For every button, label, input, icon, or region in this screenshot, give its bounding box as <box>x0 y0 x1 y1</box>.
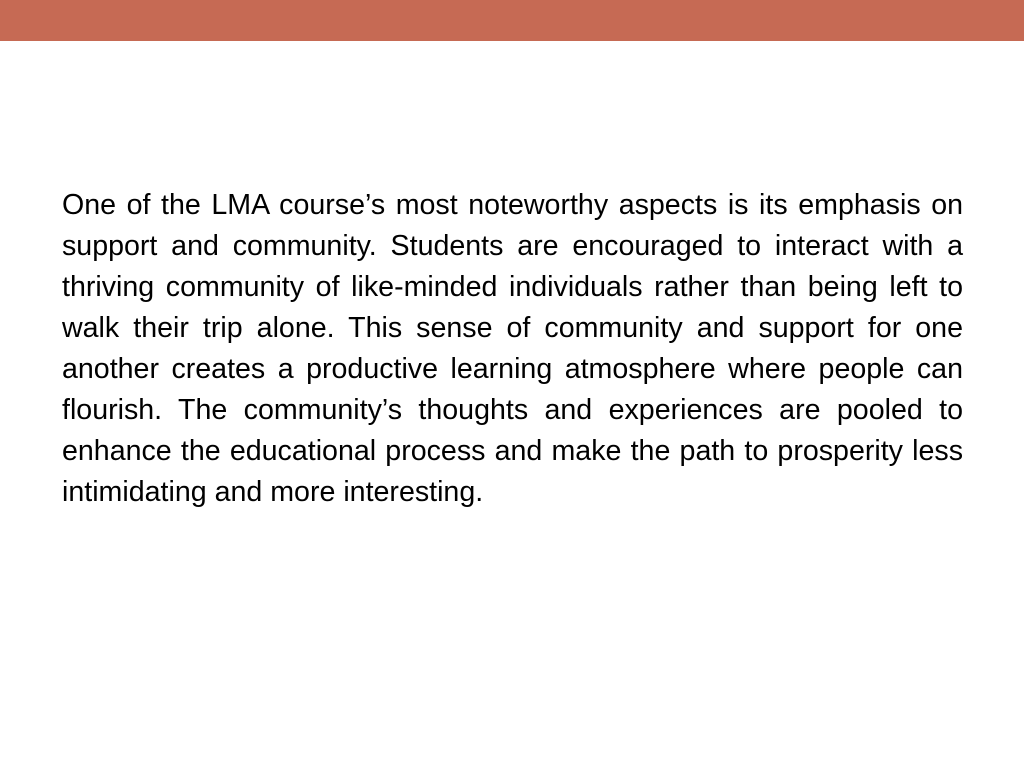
top-accent-bar <box>0 0 1024 41</box>
slide-body-text: One of the LMA course’s most noteworthy aspects is its emphasis on support and community. Students are encouraged to interact with a thriving community of like-minded individuals rather than being left to walk their trip alone. This sense of community and support for one another creates a productive learning atmosphere where people can flourish. The community’s thoughts and experiences are pooled to enhance the educational process and make the path to prosperity less intimidating and more interesting. <box>62 189 963 508</box>
